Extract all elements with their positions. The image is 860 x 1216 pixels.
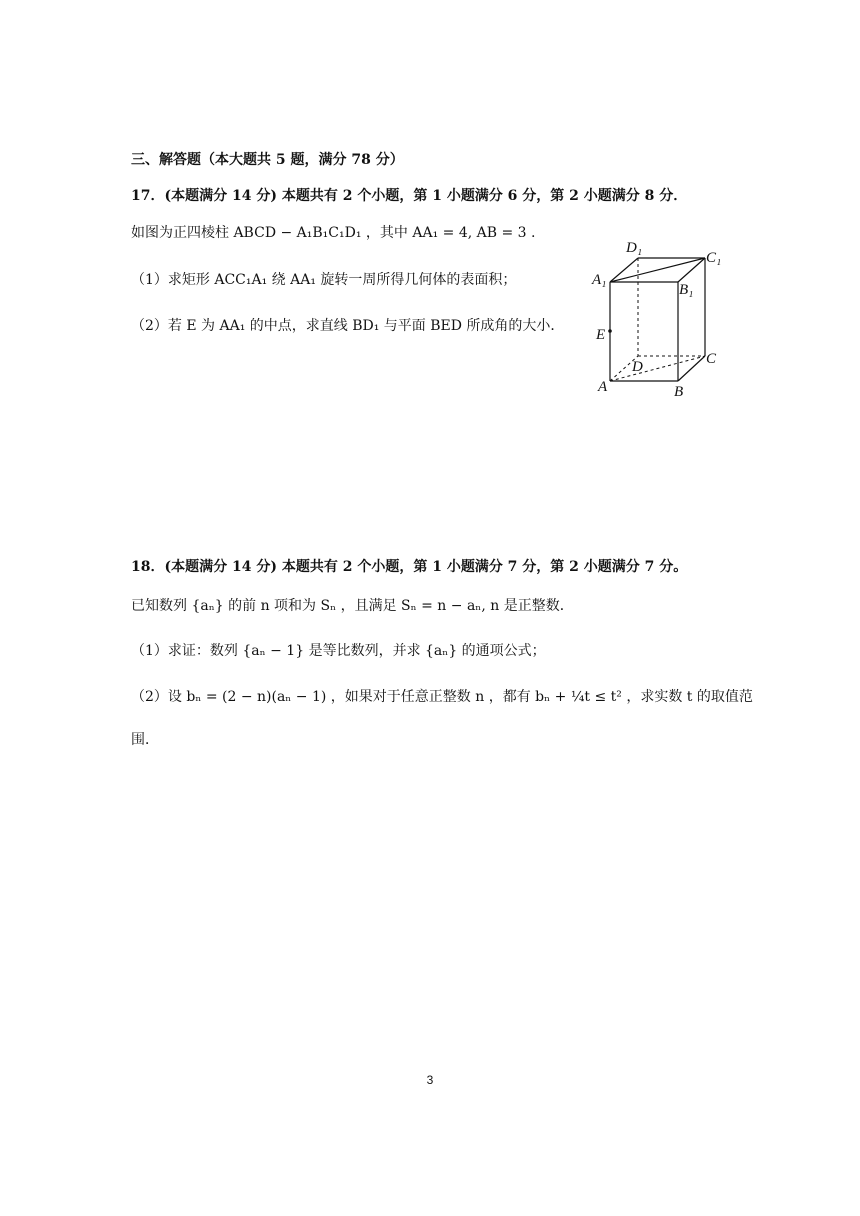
page-number: 3	[426, 1073, 434, 1087]
q18-part1: （1）求证：数列 {aₙ − 1} 是等比数列，并求 {aₙ} 的通项公式；	[131, 643, 546, 659]
label-C1: C₁	[706, 250, 722, 266]
label-D: D	[632, 359, 643, 375]
q17-part1: （1）求矩形 ACC₁A₁ 绕 AA₁ 旋转一周所得几何体的表面积；	[131, 272, 517, 288]
label-C: C	[706, 351, 717, 367]
q18-part2-line2: 围．	[131, 732, 159, 748]
label-E: E	[596, 327, 606, 343]
prism-figure	[588, 236, 738, 405]
prism-diagram	[588, 236, 738, 401]
q17-part2: （2）若 E 为 AA₁ 的中点，求直线 BD₁ 与平面 BED 所成角的大小．	[131, 318, 565, 334]
label-A1: A₁	[592, 272, 607, 288]
q17-intro: 如图为正四棱柱 ABCD − A₁B₁C₁D₁ ，其中 AA₁ = 4, AB = 3 .	[131, 225, 536, 241]
label-A: A	[598, 379, 608, 395]
label-B1: B₁	[679, 282, 694, 298]
q18-part2-line1: （2）设 bₙ = (2 − n)(aₙ − 1) ，如果对于任意正整数 n ，都有 bₙ + ¼t ≤ t² ，求实数 t 的取值范	[131, 689, 753, 705]
q18-intro: 已知数列 {aₙ} 的前 n 项和为 Sₙ ，且满足 Sₙ = n − aₙ, n 是正整数．	[131, 598, 574, 614]
label-D1: D₁	[626, 240, 643, 256]
section-heading: 三、解答题（本大题共 5 题，满分 78 分）	[131, 152, 404, 168]
q18-header: 18．(本题满分 14 分) 本题共有 2 个小题，第 1 小题满分 7 分，第 2 小题满分 7 分。	[131, 559, 688, 575]
q17-header: 17．(本题满分 14 分) 本题共有 2 个小题，第 1 小题满分 6 分，第 2 小题满分 8 分．	[131, 188, 688, 204]
label-B: B	[674, 384, 684, 400]
